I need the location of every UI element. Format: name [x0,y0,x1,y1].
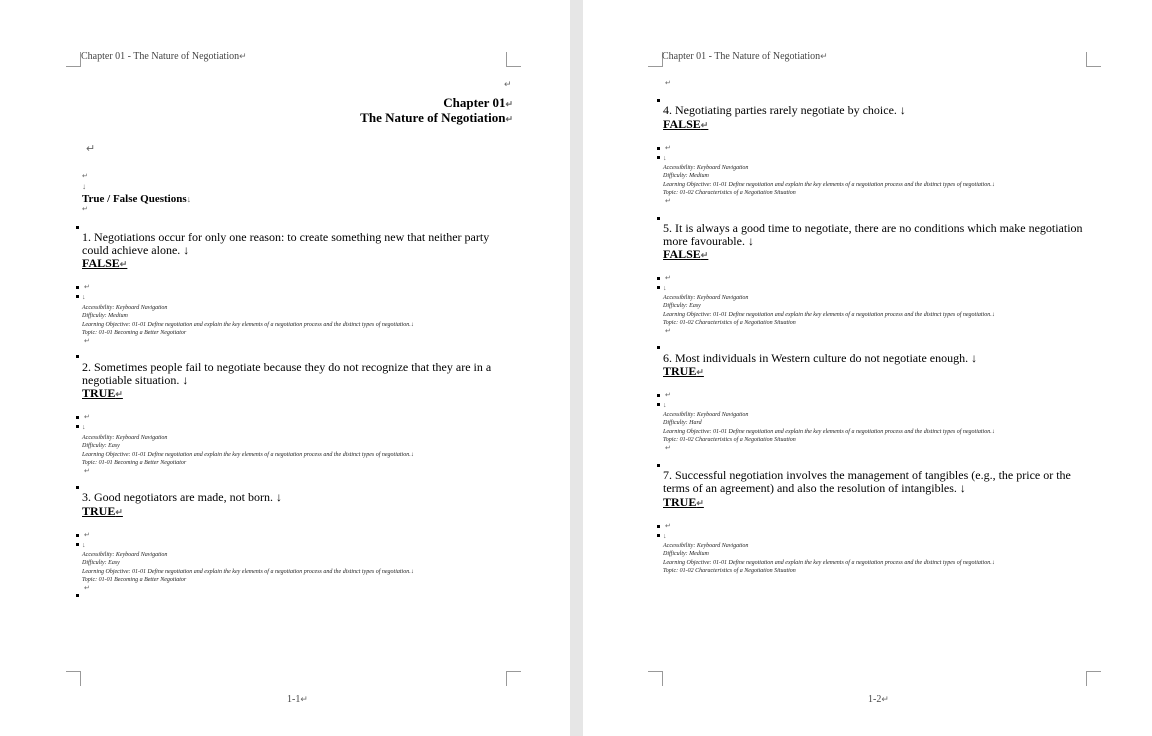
paragraph-bullet [657,286,660,289]
paragraph-bullet [76,355,79,358]
question-metadata: Accessibility: Keyboard Navigation Difficulty: Medium Learning Objective: 01-01 Define negotiation and explain the key elements of a negotiation process and the distinct types of negotiation.↓ Topic: 01-01 Becoming a Better Negotiator [82,305,414,336]
paragraph-mark: ↵ [84,283,90,291]
section-heading: True / False Questions↓ [82,193,192,205]
paragraph-bullet [657,277,660,280]
question-metadata: Accessibility: Keyboard Navigation Difficulty: Medium Learning Objective: 01-01 Define negotiation and explain the key elements of a negotiation process and the distinct types of negotiation.↓ Topic: 01-02 Characteristics of a Negotiation Situation [663,165,995,196]
paragraph-bullet [657,147,660,150]
line-break-mark: ↓ [663,401,667,409]
paragraph-mark: ↵ [82,205,88,213]
crop-mark [648,52,663,67]
page-number: 1-2↵ [868,694,889,705]
paragraph-bullet [76,486,79,489]
question-text: 6. Most individuals in Western culture do not negotiate enough. ↓ [663,351,978,365]
question-metadata: Accessibility: Keyboard Navigation Difficulty: Medium Learning Objective: 01-01 Define negotiation and explain the key elements of a negotiation process and the distinct types of negotiation.↓ Topic: 01-02 Characteristics of a Negotiation Situation [663,543,995,574]
crop-mark [506,52,521,67]
crop-mark [506,671,521,686]
question-text: 2. Sometimes people fail to negotiate because they do not recognize that they are in a negotiable situation. ↓ [82,360,492,387]
paragraph-bullet [657,99,660,102]
paragraph-mark: ↵ [665,391,671,399]
paragraph-bullet [76,295,79,298]
answer: FALSE↵ [82,256,128,270]
paragraph-bullet [76,594,79,597]
question-metadata: Accessibility: Keyboard Navigation Difficulty: Easy Learning Objective: 01-01 Define negotiation and explain the key elements of a negotiation process and the distinct types of negotiation.↓ Topic: 01-02 Characteristics of a Negotiation Situation [663,295,995,326]
crop-mark [1086,52,1101,67]
paragraph-bullet [76,416,79,419]
paragraph-bullet [76,226,79,229]
document-page-1 [0,0,570,736]
paragraph-bullet [76,425,79,428]
paragraph-mark: ↵ [84,584,90,592]
paragraph-mark: ↵ [665,327,671,335]
crop-mark [66,671,81,686]
crop-mark [66,52,81,67]
question-text: 5. It is always a good time to negotiate, there are no conditions which make negotiation more favourable. ↓ [663,221,1083,248]
answer: TRUE↵ [663,495,704,509]
answer: FALSE↵ [663,117,709,131]
paragraph-mark: ↵ [82,172,88,180]
chapter-number: Chapter 01↵ [443,95,513,110]
paragraph-mark: ↵ [665,144,671,152]
paragraph-mark: ↵ [665,522,671,530]
paragraph-bullet [76,534,79,537]
question-text: 4. Negotiating parties rarely negotiate by choice. ↓ [663,103,906,117]
page-header: Chapter 01 - The Nature of Negotiation↵ [662,51,828,62]
page-header: Chapter 01 - The Nature of Negotiation↵ [81,51,247,62]
paragraph-mark: ↵ [665,444,671,452]
paragraph-bullet [657,394,660,397]
answer: TRUE↵ [82,504,123,518]
question-metadata: Accessibility: Keyboard Navigation Difficulty: Easy Learning Objective: 01-01 Define negotiation and explain the key elements of a negotiation process and the distinct types of negotiation.↓ Topic: 01-01 Becoming a Better Negotiator [82,552,414,583]
paragraph-mark: ↵ [665,197,671,205]
question-text: 3. Good negotiators are made, not born. ↓ [82,490,282,504]
answer: TRUE↵ [82,386,123,400]
paragraph-mark: ↵ [665,274,671,282]
paragraph-mark: ↵ [86,143,96,155]
paragraph-bullet [657,156,660,159]
question-text: 1. Negotiations occur for only one reason: to create something new that neither party could achieve alone. ↓ [82,230,490,257]
paragraph-bullet [657,534,660,537]
paragraph-mark: ↵ [665,79,671,87]
question-text: 7. Successful negotiation involves the management of tangibles (e.g., the price or the terms of an agreement) and also the resolution of intangibles. ↓ [663,468,1071,495]
page-number: 1-1↵ [287,694,308,705]
paragraph-bullet [657,403,660,406]
line-break-mark: ↓ [663,154,667,162]
line-break-mark: ↓ [82,423,86,431]
crop-mark [648,671,663,686]
answer: TRUE↵ [663,364,704,378]
answer: FALSE↵ [663,247,709,261]
paragraph-bullet [657,525,660,528]
chapter-title: The Nature of Negotiation↵ [360,110,513,125]
crop-mark [1086,671,1101,686]
paragraph-mark: ↵ [84,337,90,345]
paragraph-mark: ↵ [84,467,90,475]
paragraph-bullet [76,286,79,289]
paragraph-mark: ↵ [84,531,90,539]
line-break-mark: ↓ [82,541,86,549]
line-break-mark: ↓ [663,284,667,292]
question-metadata: Accessibility: Keyboard Navigation Difficulty: Easy Learning Objective: 01-01 Define negotiation and explain the key elements of a negotiation process and the distinct types of negotiation.↓ Topic: 01-01 Becoming a Better Negotiator [82,435,414,466]
paragraph-bullet [76,543,79,546]
paragraph-bullet [657,464,660,467]
paragraph-bullet [657,346,660,349]
line-break-mark: ↓ [82,182,86,191]
paragraph-mark: ↵ [504,79,512,89]
line-break-mark: ↓ [663,532,667,540]
question-metadata: Accessibility: Keyboard Navigation Difficulty: Hard Learning Objective: 01-01 Define negotiation and explain the key elements of a negotiation process and the distinct types of negotiation.↓ Topic: 01-02 Characteristics of a Negotiation Situation [663,412,995,443]
document-page-2 [583,0,1152,736]
paragraph-mark: ↵ [84,413,90,421]
paragraph-bullet [657,217,660,220]
line-break-mark: ↓ [82,293,86,301]
